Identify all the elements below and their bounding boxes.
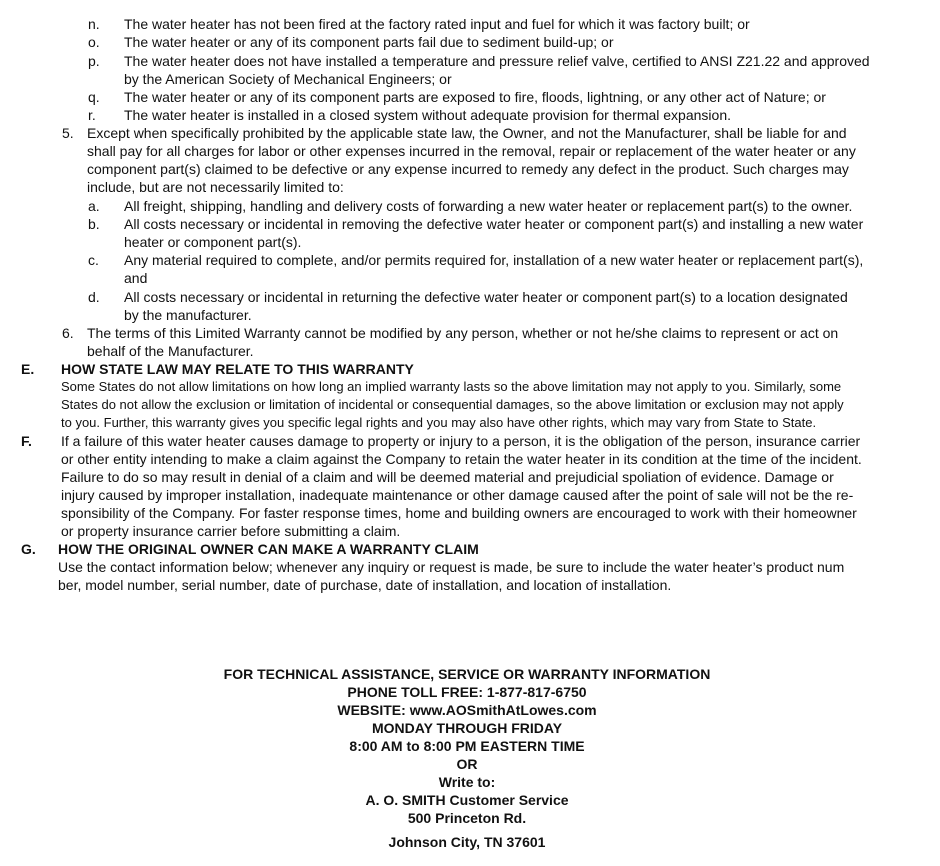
item-text: The water heater or any of its component parts are exposed to fire, floods, lightning, or any other act of Nature; or xyxy=(124,89,826,105)
item-text: Any material required to complete, and/or permits required for, installation of a new water heater or replacement part(s), xyxy=(124,252,864,268)
contact-days: MONDAY THROUGH FRIDAY xyxy=(371,720,563,736)
item-text: by the manufacturer. xyxy=(124,307,252,323)
item-text: The water heater or any of its component parts fail due to sediment build-up; or xyxy=(124,34,614,50)
contact-website: WEBSITE: www.AOSmithAtLowes.com xyxy=(337,702,597,718)
section-text: If a failure of this water heater causes damage to property or injury to a person, it is the obligation of the person, insurance carrier xyxy=(61,433,861,449)
section-text: ber, model number, serial number, date of purchase, date of installation, and location of installation. xyxy=(58,577,672,593)
section-letter: F. xyxy=(21,433,32,449)
section-text: or property insurance carrier before submitting a claim. xyxy=(61,523,401,539)
item-text: The water heater is installed in a closed system without adequate provision for thermal expansion. xyxy=(124,107,731,123)
section-heading: HOW THE ORIGINAL OWNER CAN MAKE A WARRANTY CLAIM xyxy=(58,541,479,557)
section-text: Some States do not allow limitations on how long an implied warranty lasts so the above limitation may not apply to you. Similarly, some xyxy=(61,379,842,394)
item-letter: q. xyxy=(88,89,100,105)
section-heading: HOW STATE LAW MAY RELATE TO THIS WARRANTY xyxy=(61,361,414,377)
item-text: component part(s) claimed to be defective or any expense incurred to remedy any defect in the product. Such charges may xyxy=(87,161,849,177)
item-letter: b. xyxy=(88,216,100,232)
item-letter: r. xyxy=(88,107,96,123)
item-text: The water heater does not have installed a temperature and pressure relief valve, certified to ANSI Z21.22 and approved xyxy=(124,53,870,69)
contact-street: 500 Princeton Rd. xyxy=(407,810,527,826)
section-text: Use the contact information below; whenever any inquiry or request is made, be sure to include the water heater’s product num xyxy=(58,559,845,575)
item-letter: p. xyxy=(88,53,100,69)
item-text: include, but are not necessarily limited to: xyxy=(87,179,344,195)
section-text: sponsibility of the Company. For faster response times, home and building owners are encouraged to work with their homeowner xyxy=(61,505,857,521)
section-text: or other entity intending to make a claim against the Company to retain the water heater in its condition at the time of the incident. xyxy=(61,451,862,467)
item-letter: c. xyxy=(88,252,99,268)
item-text: All costs necessary or incidental in removing the defective water heater or component part(s) and installing a new water xyxy=(124,216,864,232)
item-number: 6. xyxy=(62,325,74,341)
contact-heading: FOR TECHNICAL ASSISTANCE, SERVICE OR WARRANTY INFORMATION xyxy=(223,666,711,682)
contact-write-to: Write to: xyxy=(438,774,496,790)
section-text: States do not allow the exclusion or limitation of incidental or consequential damages, so the above limitation or exclusion may not apply xyxy=(61,397,844,412)
item-number: 5. xyxy=(62,125,74,141)
item-letter: n. xyxy=(88,16,100,32)
item-text: All freight, shipping, handling and delivery costs of forwarding a new water heater or replacement part(s) to the owner. xyxy=(124,198,853,214)
item-text: Except when specifically prohibited by the applicable state law, the Owner, and not the Manufacturer, shall be liable for and xyxy=(87,125,847,141)
item-text: by the American Society of Mechanical Engineers; or xyxy=(124,71,452,87)
item-text: and xyxy=(124,270,148,286)
section-text: injury caused by improper installation, inadequate maintenance or other damage caused after the point of sale will not be the re- xyxy=(61,487,854,503)
contact-city: Johnson City, TN 37601 xyxy=(388,834,546,850)
item-letter: o. xyxy=(88,34,100,50)
contact-company: A. O. SMITH Customer Service xyxy=(365,792,569,808)
section-text: Failure to do so may result in denial of a claim and will be deemed material and prejudicial spoliation of evidence. Damage or xyxy=(61,469,834,485)
item-text: All costs necessary or incidental in returning the defective water heater or component part(s) to a location designated xyxy=(124,289,848,305)
item-letter: a. xyxy=(88,198,100,214)
contact-hours: 8:00 AM to 8:00 PM EASTERN TIME xyxy=(349,738,585,754)
section-text: to you. Further, this warranty gives you specific legal rights and you may also have other rights, which may vary from State to State. xyxy=(61,415,817,430)
item-text: The water heater has not been fired at the factory rated input and fuel for which it was factory built; or xyxy=(124,16,750,32)
item-text: heater or component part(s). xyxy=(124,234,302,250)
contact-or: OR xyxy=(456,756,478,772)
item-text: behalf of the Manufacturer. xyxy=(87,343,254,359)
section-letter: E. xyxy=(21,361,35,377)
item-text: shall pay for all charges for labor or other expenses incurred in the removal, repair or replacement of the water heater or any xyxy=(87,143,856,159)
item-letter: d. xyxy=(88,289,100,305)
contact-phone: PHONE TOLL FREE: 1-877-817-6750 xyxy=(347,684,587,700)
section-letter: G. xyxy=(21,541,36,557)
item-text: The terms of this Limited Warranty cannot be modified by any person, whether or not he/she claims to represent or act on xyxy=(87,325,839,341)
